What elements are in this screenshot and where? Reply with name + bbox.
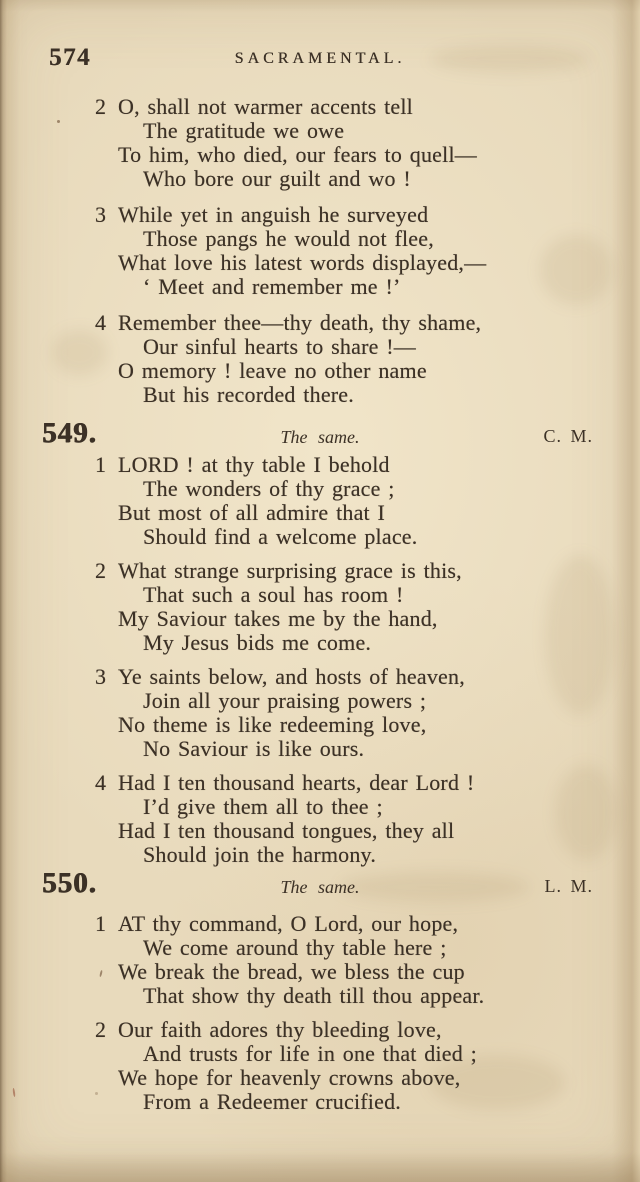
verse-line — [118, 119, 640, 143]
verse-number: 4 — [95, 310, 107, 335]
page-edge-bottom — [0, 1152, 640, 1182]
line-text: Should find a welcome place. — [143, 524, 418, 549]
line-text: AT thy command, O Lord, our hope, — [118, 911, 459, 936]
verse — [95, 664, 640, 761]
verse-number: 3 — [95, 664, 107, 689]
verse-list — [95, 911, 640, 1114]
verse — [95, 558, 640, 655]
verse-number: 3 — [95, 202, 107, 227]
verse-line — [95, 310, 640, 335]
line-text: Join all your praising powers ; — [143, 688, 427, 713]
verse — [95, 1017, 640, 1114]
verse-line — [118, 167, 640, 191]
line-text: While yet in anguish he surveyed — [118, 202, 429, 227]
verse-line — [118, 501, 640, 525]
verse-line — [95, 911, 640, 936]
verse-number: 2 — [95, 1017, 107, 1042]
hymn-550 — [0, 869, 640, 1114]
verse-line — [118, 713, 640, 737]
verse-line — [95, 1017, 640, 1042]
verse-line — [118, 960, 640, 984]
verse-line — [118, 819, 640, 843]
verse-line — [95, 770, 640, 795]
verse — [95, 310, 640, 407]
line-text: No Saviour is like ours. — [143, 736, 365, 761]
verse-number: 1 — [95, 911, 107, 936]
line-text: The gratitude we owe — [143, 118, 345, 143]
verse — [95, 452, 640, 549]
page-content — [0, 95, 640, 1124]
line-text: O memory ! leave no other name — [118, 358, 427, 383]
line-text: Who bore our guilt and wo ! — [143, 166, 411, 191]
line-text: I’d give them all to thee ; — [143, 794, 383, 819]
verse-number: 2 — [95, 558, 107, 583]
verse-line — [118, 143, 640, 167]
hymn-title: The same. — [280, 877, 360, 897]
verse-line — [118, 383, 640, 407]
verse — [95, 202, 640, 299]
verse-line — [118, 984, 640, 1008]
verse-line — [118, 477, 640, 501]
hymn-549 — [0, 419, 640, 867]
hymn-continuation — [0, 95, 640, 407]
line-text: Had I ten thousand hearts, dear Lord ! — [118, 770, 475, 795]
verse-line — [118, 1042, 640, 1066]
hymn-number: 549. — [42, 417, 97, 449]
line-text: ‘ Meet and remember me !’ — [143, 274, 401, 299]
verse-line — [118, 689, 640, 713]
line-text: But his recorded there. — [143, 382, 354, 407]
line-text: LORD ! at thy table I behold — [118, 452, 390, 477]
line-text: We break the bread, we bless the cup — [118, 959, 465, 984]
hymn-meter: L. M. — [544, 876, 593, 896]
line-text: From a Redeemer crucified. — [143, 1089, 401, 1114]
hymn-heading — [0, 869, 640, 903]
line-text: What strange surprising grace is this, — [118, 558, 462, 583]
line-text: The wonders of thy grace ; — [143, 476, 395, 501]
verse-list — [95, 452, 640, 867]
verse-line — [95, 664, 640, 689]
verse-line — [118, 525, 640, 549]
verse — [95, 770, 640, 867]
verse-line — [95, 452, 640, 477]
line-text: O, shall not warmer accents tell — [118, 94, 413, 119]
verse-line — [118, 1090, 640, 1114]
line-text: No theme is like redeeming love, — [118, 712, 427, 737]
verse-line — [118, 583, 640, 607]
hymn-meter: C. M. — [543, 426, 593, 446]
verse-line — [95, 202, 640, 227]
line-text: We hope for heavenly crowns above, — [118, 1065, 461, 1090]
verse — [95, 911, 640, 1008]
page-number: 574 — [49, 44, 91, 71]
verse-line — [118, 359, 640, 383]
verse-line — [118, 251, 640, 275]
line-text: That show thy death till thou appear. — [143, 983, 485, 1008]
page-edge-top — [0, 0, 640, 12]
line-text: But most of all admire that I — [118, 500, 386, 525]
verse-number: 1 — [95, 452, 107, 477]
line-text: Remember thee—thy death, thy shame, — [118, 310, 482, 335]
line-text: To him, who died, our fears to quell— — [118, 142, 477, 167]
verse-list — [95, 94, 640, 407]
running-header — [0, 44, 640, 74]
line-text: And trusts for life in one that died ; — [143, 1041, 477, 1066]
verse-number: 2 — [95, 94, 107, 119]
verse-line — [118, 936, 640, 960]
verse-line — [118, 631, 640, 655]
line-text: My Saviour takes me by the hand, — [118, 606, 438, 631]
verse-line — [118, 795, 640, 819]
verse-line — [118, 1066, 640, 1090]
verse-line — [118, 737, 640, 761]
line-text: My Jesus bids me come. — [143, 630, 372, 655]
hymn-heading — [0, 419, 640, 453]
verse-line — [95, 94, 640, 119]
line-text: Those pangs he would not flee, — [143, 226, 434, 251]
line-text: We come around thy table here ; — [143, 935, 447, 960]
verse-line — [95, 558, 640, 583]
verse-line — [118, 843, 640, 867]
line-text: Should join the harmony. — [143, 842, 377, 867]
verse-line — [118, 227, 640, 251]
verse-line — [118, 607, 640, 631]
verse-number: 4 — [95, 770, 107, 795]
verse — [95, 94, 640, 191]
verse-line — [118, 335, 640, 359]
line-text: Our faith adores thy bleeding love, — [118, 1017, 442, 1042]
hymn-title: The same. — [280, 427, 360, 447]
line-text: Had I ten thousand tongues, they all — [118, 818, 455, 843]
line-text: Our sinful hearts to share !— — [143, 334, 417, 359]
line-text: Ye saints below, and hosts of heaven, — [118, 664, 465, 689]
section-title: SACRAMENTAL. — [234, 50, 406, 67]
line-text: That such a soul has room ! — [143, 582, 404, 607]
hymn-number: 550. — [42, 867, 97, 899]
line-text: What love his latest words displayed,— — [118, 250, 487, 275]
verse-line — [118, 275, 640, 299]
